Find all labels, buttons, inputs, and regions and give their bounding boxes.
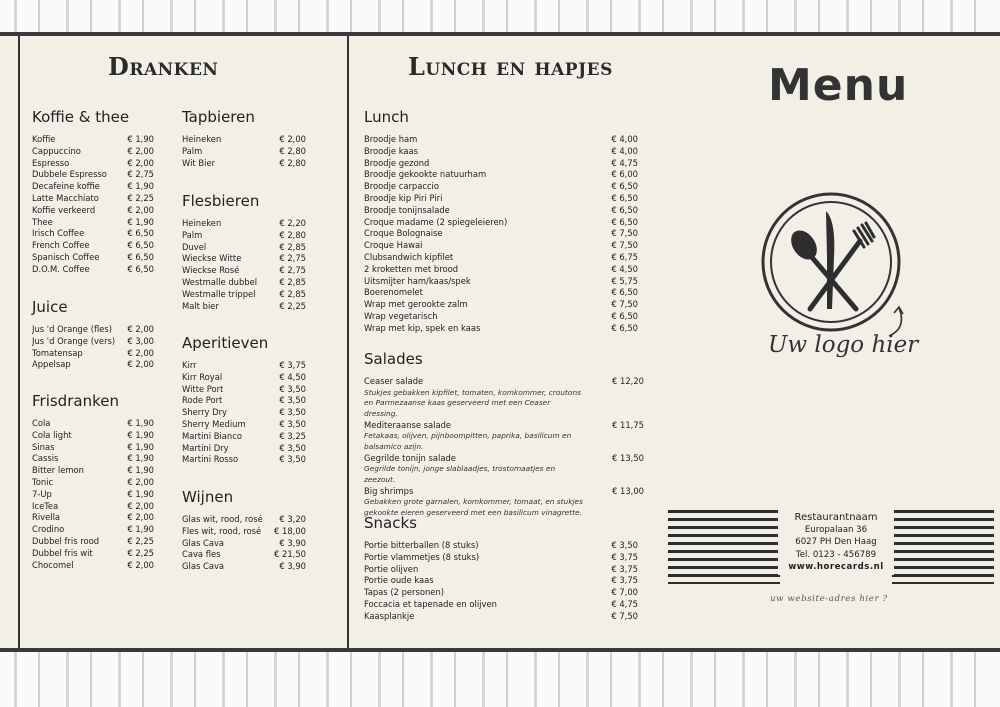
section-title: Flesbieren (182, 192, 260, 210)
item-name: Jus 'd Orange (fles) (32, 324, 113, 334)
item-price: € 1,90 (127, 441, 154, 452)
section-title: Koffie & thee (32, 108, 130, 126)
section-flesbieren (182, 192, 306, 312)
section-title: Snacks (364, 514, 417, 532)
menu-item (182, 538, 306, 550)
menu-item (182, 146, 306, 158)
item-price: € 3,90 (279, 537, 306, 548)
item-name: 2 kroketten met brood (364, 263, 459, 274)
item-price: € 18,00 (274, 525, 306, 536)
item-price: € 4,75 (611, 157, 638, 168)
menu-item (32, 418, 154, 430)
item-price: € 6,50 (611, 192, 638, 203)
item-name: Martini Dry (182, 442, 229, 453)
menu-item (364, 205, 638, 217)
decorative-lines-right (892, 510, 994, 584)
bamboo-background-top (0, 0, 1000, 32)
section-title: Salades (364, 350, 423, 368)
item-name: Broodje kaas (364, 145, 419, 156)
cutlery-icon (760, 191, 902, 333)
section-title: Lunch (364, 108, 409, 126)
item-price: € 4,00 (611, 134, 638, 144)
item-price: € 4,50 (611, 263, 638, 274)
item-price: € 1,90 (127, 429, 154, 440)
bamboo-background-bottom (0, 652, 1000, 707)
item-name: Dubbel fris rood (32, 535, 100, 546)
menu-title: Menu (768, 60, 909, 111)
item-description: Stukjes gebakken kipfilet, tomaten, komkommer, croutons en Parmezaanse kaas geserveerd met een Ceaser dressing. (364, 387, 581, 418)
menu-item (364, 287, 638, 299)
item-name: IceTea (32, 500, 59, 511)
item-price: € 3,75 (611, 563, 638, 574)
item-price: € 7,00 (611, 587, 638, 598)
menu-item (32, 252, 154, 264)
menu-item (182, 561, 306, 573)
decorative-lines-left (668, 510, 780, 584)
section-title: Juice (32, 298, 68, 316)
item-name: French Coffee (32, 240, 90, 251)
item-price: € 6,50 (611, 216, 638, 227)
item-price: € 2,25 (127, 547, 154, 558)
item-name: Crodino (32, 524, 65, 535)
menu-item (182, 289, 306, 301)
item-name: Tapas (2 personen) (364, 587, 445, 598)
menu-item (364, 264, 638, 276)
section-title: Frisdranken (32, 392, 119, 410)
menu-item (364, 420, 644, 432)
menu-item (182, 253, 306, 265)
restaurant-city: 6027 PH Den Haag (795, 537, 877, 548)
item-price: € 2,85 (279, 288, 306, 299)
item-name: Portie vlammetjes (8 stuks) (364, 551, 480, 562)
item-name: Glas Cava (182, 537, 225, 548)
item-name: Glas Cava (182, 561, 225, 572)
item-price: € 2,00 (127, 476, 154, 487)
item-name: Broodje ham (364, 134, 418, 144)
item-price: € 1,90 (127, 418, 154, 428)
item-price: € 2,00 (127, 157, 154, 168)
menu-item (32, 430, 154, 442)
menu-item (364, 169, 638, 181)
menu-item (182, 134, 306, 146)
item-name: Spanisch Coffee (32, 251, 100, 262)
item-price: € 2,00 (127, 324, 154, 334)
item-price: € 2,00 (127, 359, 154, 370)
menu-item (182, 372, 306, 384)
menu-item (32, 134, 154, 146)
menu-item (182, 301, 306, 313)
menu-item (32, 348, 154, 360)
item-name: Foccacia et tapenade en olijven (364, 598, 497, 609)
item-name: Koffie verkeerd (32, 204, 96, 215)
item-price: € 7,50 (611, 228, 638, 239)
item-name: Clubsandwich kipfilet (364, 251, 454, 262)
item-name: Tonic (32, 476, 54, 487)
item-name: Sherry Dry (182, 407, 227, 418)
menu-item (32, 193, 154, 205)
item-price: € 3,50 (279, 442, 306, 453)
item-name: Fles wit, rood, rosé (182, 525, 262, 536)
item-name: Heineken (182, 134, 222, 144)
restaurant-address: Europalaan 36 (804, 525, 868, 536)
item-price: € 2,00 (127, 512, 154, 523)
item-price: € 1,90 (127, 134, 154, 144)
item-price: € 12,20 (612, 376, 644, 386)
item-name: 7-Up (32, 488, 52, 499)
item-name: Glas wit, rood, rosé (182, 514, 263, 524)
item-name: Croque madame (2 spiegeleieren) (364, 216, 508, 227)
item-price: € 2,85 (279, 241, 306, 252)
item-price: € 13,00 (612, 485, 644, 496)
item-price: € 2,00 (279, 134, 306, 144)
item-name: Decafeine koffie (32, 181, 100, 192)
item-price: € 2,80 (279, 229, 306, 240)
item-price: € 1,90 (127, 465, 154, 476)
menu-item (32, 217, 154, 229)
item-price: € 2,25 (279, 300, 306, 311)
menu-item (32, 489, 154, 501)
menu-item (32, 548, 154, 560)
section-frisdranken (32, 392, 154, 571)
item-description: Fetakaas, olijven, pijnboompitten, paprika, basilicum en balsamico azijn. (364, 431, 572, 451)
item-price: € 6,50 (611, 181, 638, 192)
menu-item (364, 158, 638, 170)
item-price: € 6,50 (127, 240, 154, 251)
menu-item (182, 514, 306, 526)
item-name: Portie olijven (364, 563, 419, 574)
item-price: € 3,25 (279, 430, 306, 441)
item-name: Westmalle trippel (182, 288, 256, 299)
restaurant-phone: Tel. 0123 - 456789 (795, 549, 877, 560)
menu-item (364, 146, 638, 158)
item-price: € 6,50 (127, 228, 154, 239)
item-name: Portie oude kaas (364, 575, 434, 586)
item-price: € 3,50 (279, 383, 306, 394)
item-price: € 6,75 (611, 251, 638, 262)
item-price: € 6,50 (127, 263, 154, 274)
item-name: Portie bitterballen (8 stuks) (364, 540, 479, 550)
item-name: Martini Rosso (182, 454, 239, 465)
item-price: € 1,90 (127, 453, 154, 464)
item-name: Kaasplankje (364, 610, 415, 621)
item-price: € 3,50 (279, 454, 306, 465)
menu-item (364, 311, 638, 323)
section-aperitieven (182, 334, 306, 466)
item-name: Tomatensap (32, 347, 83, 358)
menu-item (182, 454, 306, 466)
bamboo-stalk-left (18, 36, 20, 648)
menu-item (32, 501, 154, 513)
item-name: Cola light (32, 429, 72, 440)
item-price: € 3,75 (611, 575, 638, 586)
item-price: € 1,90 (127, 488, 154, 499)
item-price: € 6,50 (127, 251, 154, 262)
restaurant-info-block (668, 510, 994, 584)
menu-item (364, 252, 638, 264)
item-price: € 2,75 (127, 169, 154, 180)
menu-item (32, 181, 154, 193)
item-name: Wrap met gerookte zalm (364, 299, 468, 310)
item-name: Dubbele Espresso (32, 169, 107, 180)
menu-item (32, 477, 154, 489)
item-name: Boerenomelet (364, 287, 423, 298)
restaurant-website: www.horecards.nl (788, 561, 884, 572)
menu-item (182, 431, 306, 443)
item-price: € 6,00 (611, 169, 638, 180)
item-price: € 2,25 (127, 535, 154, 546)
menu-item (32, 453, 154, 465)
item-name: Thee (32, 216, 53, 227)
menu-item (364, 453, 644, 465)
item-name: Bitter lemon (32, 465, 84, 476)
item-price: € 4,50 (279, 371, 306, 382)
website-hint: uw website-adres hier ? (770, 594, 888, 604)
item-name: Cappuccino (32, 145, 81, 156)
item-name: Wrap vegetarisch (364, 310, 438, 321)
item-price: € 2,00 (127, 559, 154, 570)
menu-item (364, 376, 644, 388)
menu-item (364, 587, 638, 599)
item-price: € 21,50 (274, 549, 306, 560)
menu-item (32, 228, 154, 240)
item-name: Cola (32, 418, 51, 428)
item-price: € 1,90 (127, 524, 154, 535)
item-price: € 2,80 (279, 145, 306, 156)
item-price: € 4,75 (611, 598, 638, 609)
item-price: € 3,50 (279, 418, 306, 429)
item-name: Appelsap (32, 359, 71, 370)
item-name: Rode Port (182, 395, 223, 406)
section-koffie (32, 108, 154, 276)
menu-item (364, 564, 638, 576)
item-price: € 3,75 (279, 360, 306, 370)
item-description: Gegrilde tonijn, jonge slablaadjes, trostomaatjes en zeezout. (364, 464, 556, 484)
menu-item (182, 384, 306, 396)
item-name: Sherry Medium (182, 418, 246, 429)
menu-item (364, 486, 644, 498)
item-name: Mediteraanse salade (364, 419, 452, 430)
menu-sheet (0, 32, 1000, 652)
menu-item (182, 158, 306, 170)
menu-item (364, 575, 638, 587)
menu-item (364, 217, 638, 229)
item-name: Big shrimps (364, 485, 414, 496)
item-name: Heineken (182, 218, 222, 228)
item-name: Dubbel fris wit (32, 547, 93, 558)
item-name: Ceaser salade (364, 376, 424, 386)
item-name: Uitsmijter ham/kaas/spek (364, 275, 471, 286)
item-price: € 3,90 (279, 561, 306, 572)
item-name: Wieckse Witte (182, 253, 242, 264)
menu-item (364, 599, 638, 611)
item-description: Gebakken grote garnalen, komkommer, tomaat, en stukjes gekookte eieren geserveerd met een basilicum vinagrette. (364, 497, 583, 517)
item-price: € 3,75 (611, 551, 638, 562)
section-title: Tapbieren (182, 108, 255, 126)
section-title: Wijnen (182, 488, 234, 506)
item-price: € 2,25 (127, 192, 154, 203)
item-price: € 7,50 (611, 299, 638, 310)
item-name: Kirr (182, 360, 197, 370)
item-name: Westmalle dubbel (182, 276, 258, 287)
menu-item (182, 242, 306, 254)
menu-item (182, 360, 306, 372)
item-price: € 7,50 (611, 610, 638, 621)
item-price: € 3,20 (279, 514, 306, 524)
item-name: Wit Bier (182, 157, 216, 168)
restaurant-details (778, 510, 894, 575)
item-price: € 2,75 (279, 265, 306, 276)
item-name: Espresso (32, 157, 70, 168)
item-price: € 6,50 (611, 287, 638, 298)
menu-item (364, 228, 638, 240)
item-name: Croque Bolognaise (364, 228, 443, 239)
menu-item (364, 552, 638, 564)
item-name: Latte Macchiato (32, 192, 99, 203)
menu-item (182, 265, 306, 277)
item-price: € 2,85 (279, 276, 306, 287)
item-price: € 2,80 (279, 157, 306, 168)
item-price: € 1,90 (127, 216, 154, 227)
menu-item (32, 146, 154, 158)
section-title: Aperitieven (182, 334, 269, 352)
item-price: € 11,75 (612, 419, 644, 430)
menu-item (32, 524, 154, 536)
menu-item (364, 240, 638, 252)
item-price: € 2,00 (127, 347, 154, 358)
item-name: Wrap met kip, spek en kaas (364, 322, 481, 333)
item-price: € 3,50 (279, 395, 306, 406)
logo-placeholder-text: Uw logo hier (768, 332, 919, 358)
item-price: € 5,75 (611, 275, 638, 286)
item-name: Gegrilde tonijn salade (364, 452, 456, 463)
item-price: € 13,50 (612, 452, 644, 463)
menu-item (182, 419, 306, 431)
menu-item (32, 442, 154, 454)
item-price: € 3,50 (279, 407, 306, 418)
menu-item (32, 536, 154, 548)
menu-item (32, 560, 154, 572)
menu-item (364, 134, 638, 146)
menu-item (364, 540, 638, 552)
menu-item (32, 205, 154, 217)
item-name: Sinas (32, 441, 55, 452)
section-lunch (364, 108, 638, 335)
restaurant-name: Restaurantnaam (794, 512, 878, 523)
item-name: Wieckse Rosé (182, 265, 240, 276)
menu-item (32, 158, 154, 170)
item-name: Jus 'd Orange (vers) (32, 335, 116, 346)
menu-item (182, 443, 306, 455)
item-name: Chocomel (32, 559, 74, 570)
menu-item (182, 277, 306, 289)
item-price: € 6,50 (611, 310, 638, 321)
item-name: Palm (182, 145, 203, 156)
menu-item (364, 611, 638, 623)
menu-item (32, 324, 154, 336)
item-name: Croque Hawai (364, 240, 423, 251)
item-price: € 3,00 (127, 335, 154, 346)
item-name: Witte Port (182, 383, 224, 394)
menu-item (364, 299, 638, 311)
item-price: € 1,90 (127, 181, 154, 192)
menu-item (182, 395, 306, 407)
item-name: Broodje gekookte natuurham (364, 169, 487, 180)
section-wijnen (182, 488, 306, 573)
item-price: € 2,20 (279, 218, 306, 228)
item-price: € 7,50 (611, 240, 638, 251)
item-price: € 6,50 (611, 204, 638, 215)
item-price: € 3,50 (611, 540, 638, 550)
item-price: € 4,00 (611, 145, 638, 156)
menu-item (364, 193, 638, 205)
menu-item (364, 323, 638, 335)
section-snacks (364, 514, 638, 623)
item-price: € 2,00 (127, 145, 154, 156)
menu-item (32, 465, 154, 477)
section-salades (364, 350, 644, 519)
item-name: Irisch Coffee (32, 228, 85, 239)
menu-item (182, 407, 306, 419)
section-tapbieren (182, 108, 306, 169)
item-price: € 6,50 (611, 322, 638, 333)
item-name: Kirr Royal (182, 371, 223, 382)
item-name: Martini Bianco (182, 430, 242, 441)
item-price: € 2,00 (127, 500, 154, 511)
menu-item (182, 230, 306, 242)
menu-item (182, 218, 306, 230)
menu-item (32, 512, 154, 524)
menu-item (32, 336, 154, 348)
item-name: Cassis (32, 453, 59, 464)
menu-item (182, 526, 306, 538)
drinks-heading: Dranken (108, 52, 219, 81)
item-name: Malt bier (182, 300, 219, 311)
item-name: Cava fles (182, 549, 221, 560)
menu-item (32, 264, 154, 276)
section-juice (32, 298, 154, 371)
item-name: Broodje tonijnsalade (364, 204, 450, 215)
item-price: € 2,75 (279, 253, 306, 264)
menu-item (32, 240, 154, 252)
item-name: Broodje kip Piri Piri (364, 192, 443, 203)
menu-item (32, 169, 154, 181)
menu-item (364, 276, 638, 288)
item-name: Broodje gezond (364, 157, 430, 168)
menu-item (32, 359, 154, 371)
item-name: D.O.M. Coffee (32, 263, 90, 274)
item-price: € 2,00 (127, 204, 154, 215)
item-name: Duvel (182, 241, 207, 252)
bamboo-stalk-middle (347, 36, 349, 648)
item-name: Broodje carpaccio (364, 181, 439, 192)
item-name: Rivella (32, 512, 61, 523)
lunch-heading: Lunch en hapjes (408, 52, 613, 81)
item-name: Palm (182, 229, 203, 240)
menu-item (182, 549, 306, 561)
menu-item (364, 181, 638, 193)
item-name: Koffie (32, 134, 56, 144)
